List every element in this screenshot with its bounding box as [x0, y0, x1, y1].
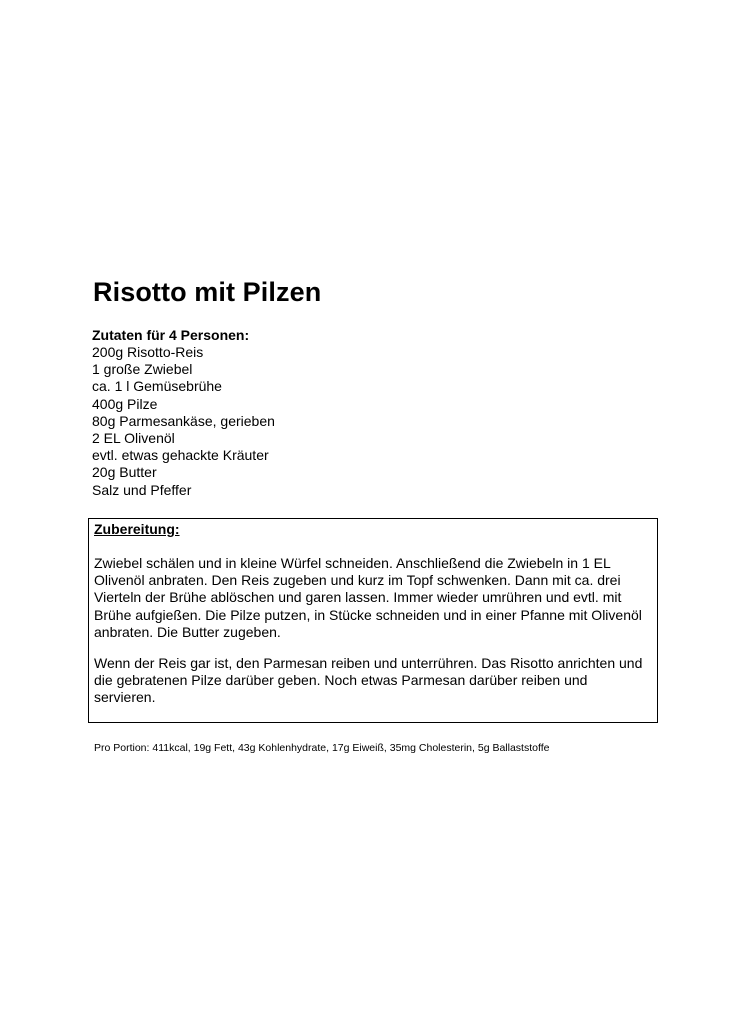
- ingredient-item: evtl. etwas gehackte Kräuter: [92, 447, 269, 464]
- ingredient-item: 2 EL Olivenöl: [92, 430, 175, 447]
- recipe-title: Risotto mit Pilzen: [93, 277, 322, 307]
- nutrition-info: Pro Portion: 411kcal, 19g Fett, 43g Kohlenhydrate, 17g Eiweiß, 35mg Cholesterin, 5g Ballaststoffe: [94, 742, 550, 754]
- ingredients-section: [92, 327, 275, 499]
- ingredient-item: 200g Risotto-Reis: [92, 344, 204, 360]
- ingredient-item: 20g Butter: [92, 464, 157, 481]
- ingredient-item: 80g Parmesankäse, gerieben: [92, 412, 275, 429]
- ingredient-item: ca. 1 l Gemüsebrühe: [92, 378, 222, 395]
- ingredient-item: 1 große Zwiebel: [92, 361, 193, 378]
- preparation-paragraph: Zwiebel schälen und in kleine Würfel schneiden. Anschließend die Zwiebeln in 1 EL Olivenöl anbraten. Den Reis zugeben und kurz im Topf schwenken. Dann mit ca. drei Vierteln der Brühe ablöschen und garen lassen. Immer wieder umrühren und evtl. mit Brühe aufgießen. Die Pilze putzen, in Stücke schneiden und in einer Pfanne mit Olivenöl anbraten. Die Butter zugeben.: [94, 555, 642, 640]
- ingredient-item: Salz und Pfeffer: [92, 481, 192, 498]
- preparation-heading: Zubereitung:: [94, 521, 180, 537]
- preparation-box: [88, 518, 658, 723]
- ingredients-heading: Zutaten für 4 Personen:: [92, 327, 250, 343]
- preparation-paragraph: Wenn der Reis gar ist, den Parmesan reiben und unterrühren. Das Risotto anrichten und die gebratenen Pilze darüber geben. Noch etwas Parmesan darüber reiben und servieren.: [94, 655, 643, 706]
- ingredient-item: 400g Pilze: [92, 395, 158, 412]
- ingredients-list: [92, 344, 275, 499]
